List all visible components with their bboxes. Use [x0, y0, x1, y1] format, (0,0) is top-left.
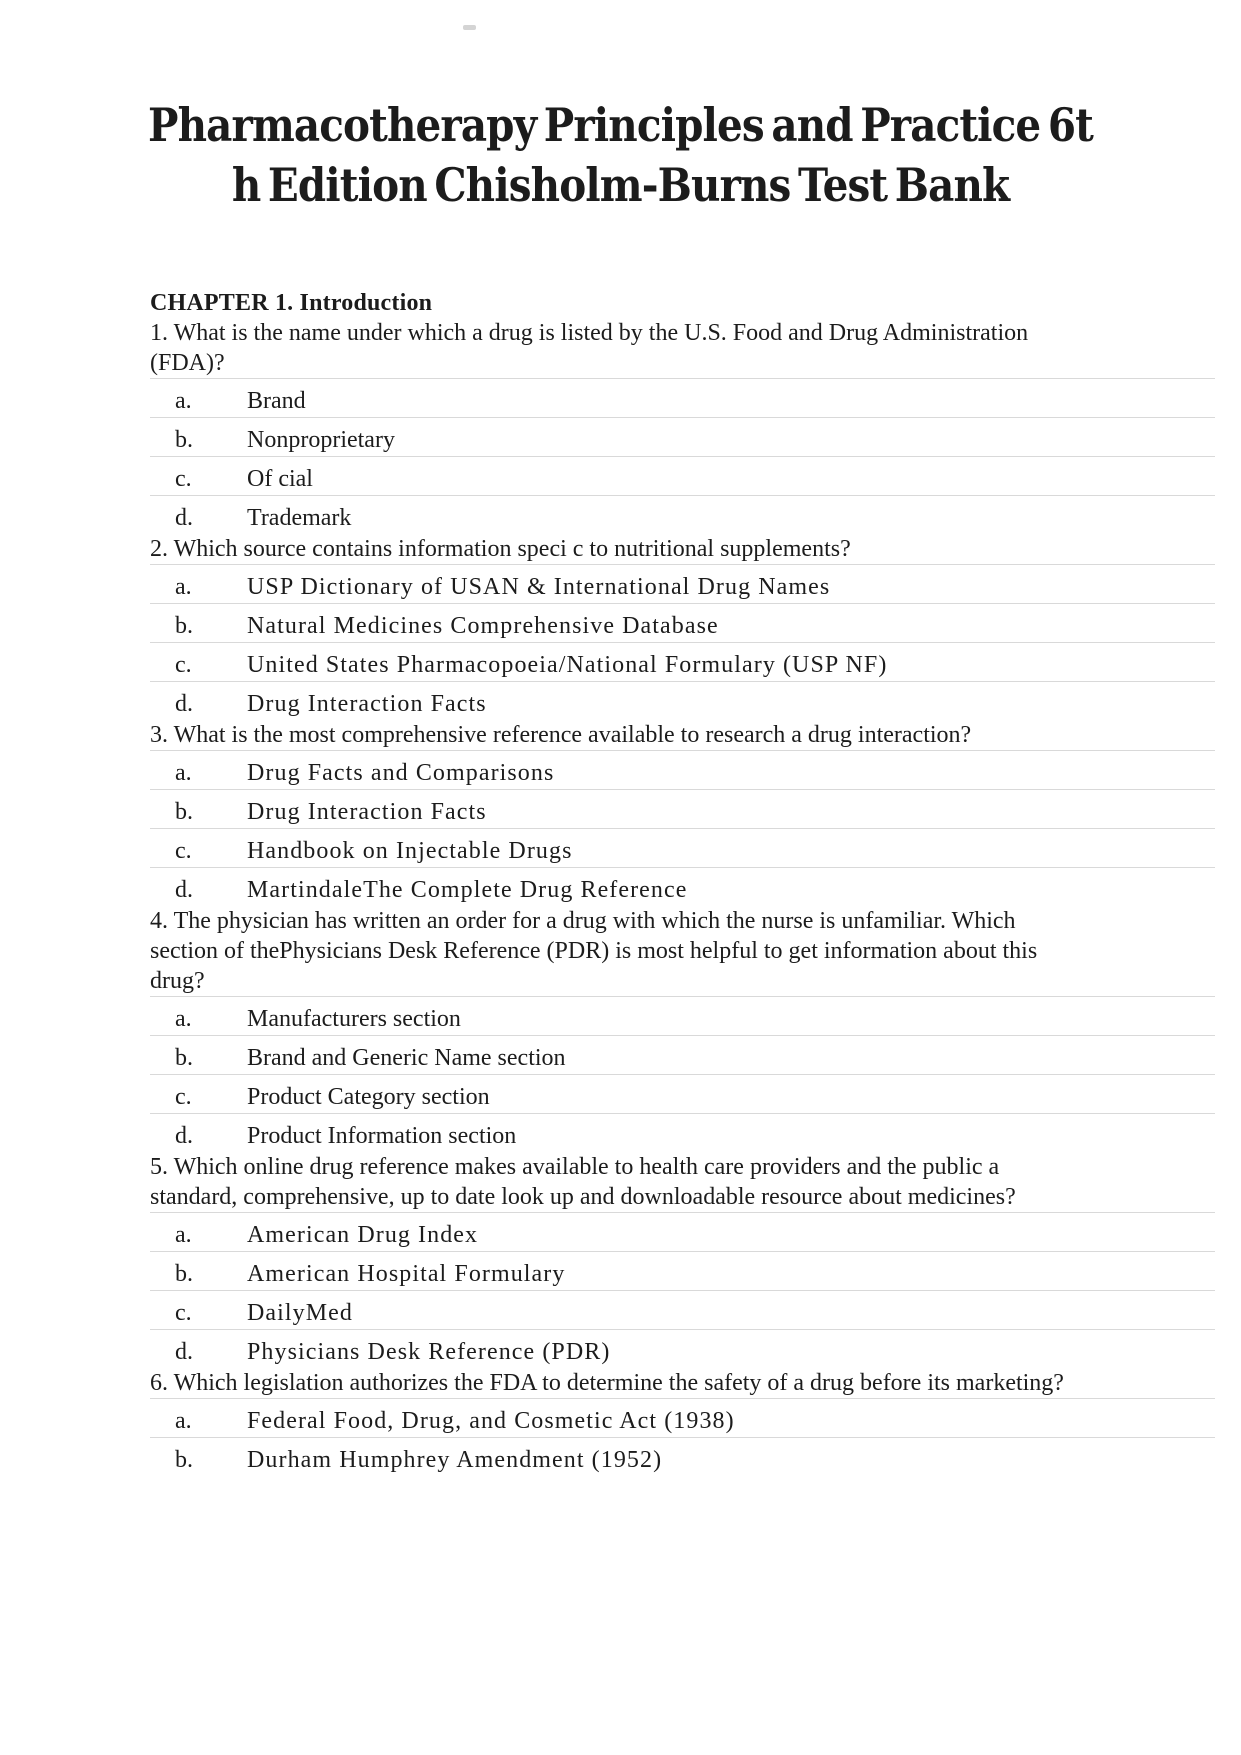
scan-artifact-mark: [463, 25, 476, 30]
option-text: Handbook on Injectable Drugs: [247, 838, 573, 864]
option-letter: a.: [175, 1006, 192, 1032]
question-text-line: 5. Which online drug reference makes available to health care providers and the public a: [150, 1154, 1000, 1180]
option-letter: a.: [175, 760, 192, 786]
question-text: [150, 1368, 1215, 1398]
option-row: [150, 495, 1215, 534]
option-text: Brand and Generic Name section: [247, 1045, 566, 1071]
question-options: [150, 750, 1215, 906]
option-text: Manufacturers section: [247, 1006, 461, 1032]
question-text: [150, 318, 1215, 378]
option-letter: c.: [175, 1300, 192, 1326]
option-text: Brand: [247, 388, 306, 414]
option-row: [150, 1251, 1215, 1290]
option-row: [150, 1035, 1215, 1074]
option-row: [150, 867, 1215, 906]
document-title: [74, 95, 1166, 215]
option-row: [150, 603, 1215, 642]
option-letter: d.: [175, 877, 193, 903]
option-text: Trademark: [247, 505, 352, 531]
option-letter: b.: [175, 427, 193, 453]
option-row: [150, 1113, 1215, 1152]
option-row: [150, 1212, 1215, 1251]
question-options: [150, 1398, 1215, 1476]
option-text: Natural Medicines Comprehensive Database: [247, 613, 719, 639]
option-row: [150, 828, 1215, 867]
option-text: Drug Interaction Facts: [247, 799, 487, 825]
option-row: [150, 750, 1215, 789]
document-body: [150, 288, 1215, 1476]
option-row: [150, 996, 1215, 1035]
option-text: USP Dictionary of USAN & International Drug Names: [247, 574, 831, 600]
option-letter: c.: [175, 838, 192, 864]
question-text: [150, 906, 1215, 996]
question-block: [150, 720, 1215, 906]
question-text: [150, 534, 1215, 564]
question-text-line: drug?: [150, 968, 205, 994]
question-options: [150, 1212, 1215, 1368]
question-text-line: 2. Which source contains information speci c to nutritional supplements?: [150, 536, 851, 562]
option-text: Federal Food, Drug, and Cosmetic Act (1938): [247, 1408, 735, 1434]
option-letter: c.: [175, 652, 192, 678]
option-letter: b.: [175, 1447, 193, 1473]
option-text: MartindaleThe Complete Drug Reference: [247, 877, 688, 903]
chapter-heading: CHAPTER 1. Introduction: [150, 290, 433, 316]
question-text-line: 1. What is the name under which a drug is listed by the U.S. Food and Drug Administration: [150, 320, 1029, 346]
option-letter: a.: [175, 574, 192, 600]
question-text-line: (FDA)?: [150, 350, 225, 376]
option-letter: c.: [175, 466, 192, 492]
option-row: [150, 789, 1215, 828]
question-options: [150, 564, 1215, 720]
document-title-line-1: Pharmacotherapy Principles and Practice 6t: [148, 98, 1093, 152]
question-block: [150, 1368, 1215, 1476]
option-row: [150, 417, 1215, 456]
option-letter: c.: [175, 1084, 192, 1110]
option-text: DailyMed: [247, 1300, 353, 1326]
option-letter: d.: [175, 505, 193, 531]
option-text: Product Information section: [247, 1123, 517, 1149]
option-text: Physicians Desk Reference (PDR): [247, 1339, 611, 1365]
option-text: United States Pharmacopoeia/National Formulary (USP NF): [247, 652, 888, 678]
question-options: [150, 378, 1215, 534]
question-block: [150, 906, 1215, 1152]
questions-container: [150, 318, 1215, 1476]
option-row: [150, 642, 1215, 681]
option-letter: b.: [175, 799, 193, 825]
option-letter: a.: [175, 388, 192, 414]
option-letter: b.: [175, 613, 193, 639]
option-letter: d.: [175, 1123, 193, 1149]
question-block: [150, 534, 1215, 720]
option-row: [150, 1398, 1215, 1437]
question-text-line: 6. Which legislation authorizes the FDA to determine the safety of a drug before its marketing?: [150, 1370, 1064, 1396]
option-text: Nonproprietary: [247, 427, 395, 453]
question-text-line: 4. The physician has written an order for a drug with which the nurse is unfamiliar. Which: [150, 908, 1016, 934]
option-letter: b.: [175, 1261, 193, 1287]
question-text-line: section of thePhysicians Desk Reference (PDR) is most helpful to get information about this: [150, 938, 1038, 964]
option-letter: b.: [175, 1045, 193, 1071]
question-text-line: 3. What is the most comprehensive reference available to research a drug interaction?: [150, 722, 972, 748]
option-text: Drug Interaction Facts: [247, 691, 487, 717]
option-text: Product Category section: [247, 1084, 490, 1110]
question-text: [150, 1152, 1215, 1212]
question-block: [150, 318, 1215, 534]
option-text: Of cial: [247, 466, 313, 492]
option-row: [150, 1329, 1215, 1368]
option-row: [150, 1290, 1215, 1329]
question-block: [150, 1152, 1215, 1368]
question-text: [150, 720, 1215, 750]
question-options: [150, 996, 1215, 1152]
option-row: [150, 378, 1215, 417]
option-row: [150, 1437, 1215, 1476]
option-letter: a.: [175, 1222, 192, 1248]
document-title-line-2: h Edition Chisholm-Burns Test Bank: [231, 158, 1010, 212]
option-text: Durham Humphrey Amendment (1952): [247, 1447, 663, 1473]
option-letter: d.: [175, 1339, 193, 1365]
option-row: [150, 681, 1215, 720]
option-text: American Hospital Formulary: [247, 1261, 566, 1287]
option-letter: a.: [175, 1408, 192, 1434]
option-text: American Drug Index: [247, 1222, 479, 1248]
option-row: [150, 1074, 1215, 1113]
option-letter: d.: [175, 691, 193, 717]
option-row: [150, 456, 1215, 495]
option-text: Drug Facts and Comparisons: [247, 760, 555, 786]
question-text-line: standard, comprehensive, up to date look up and downloadable resource about medicines?: [150, 1184, 1016, 1210]
option-row: [150, 564, 1215, 603]
